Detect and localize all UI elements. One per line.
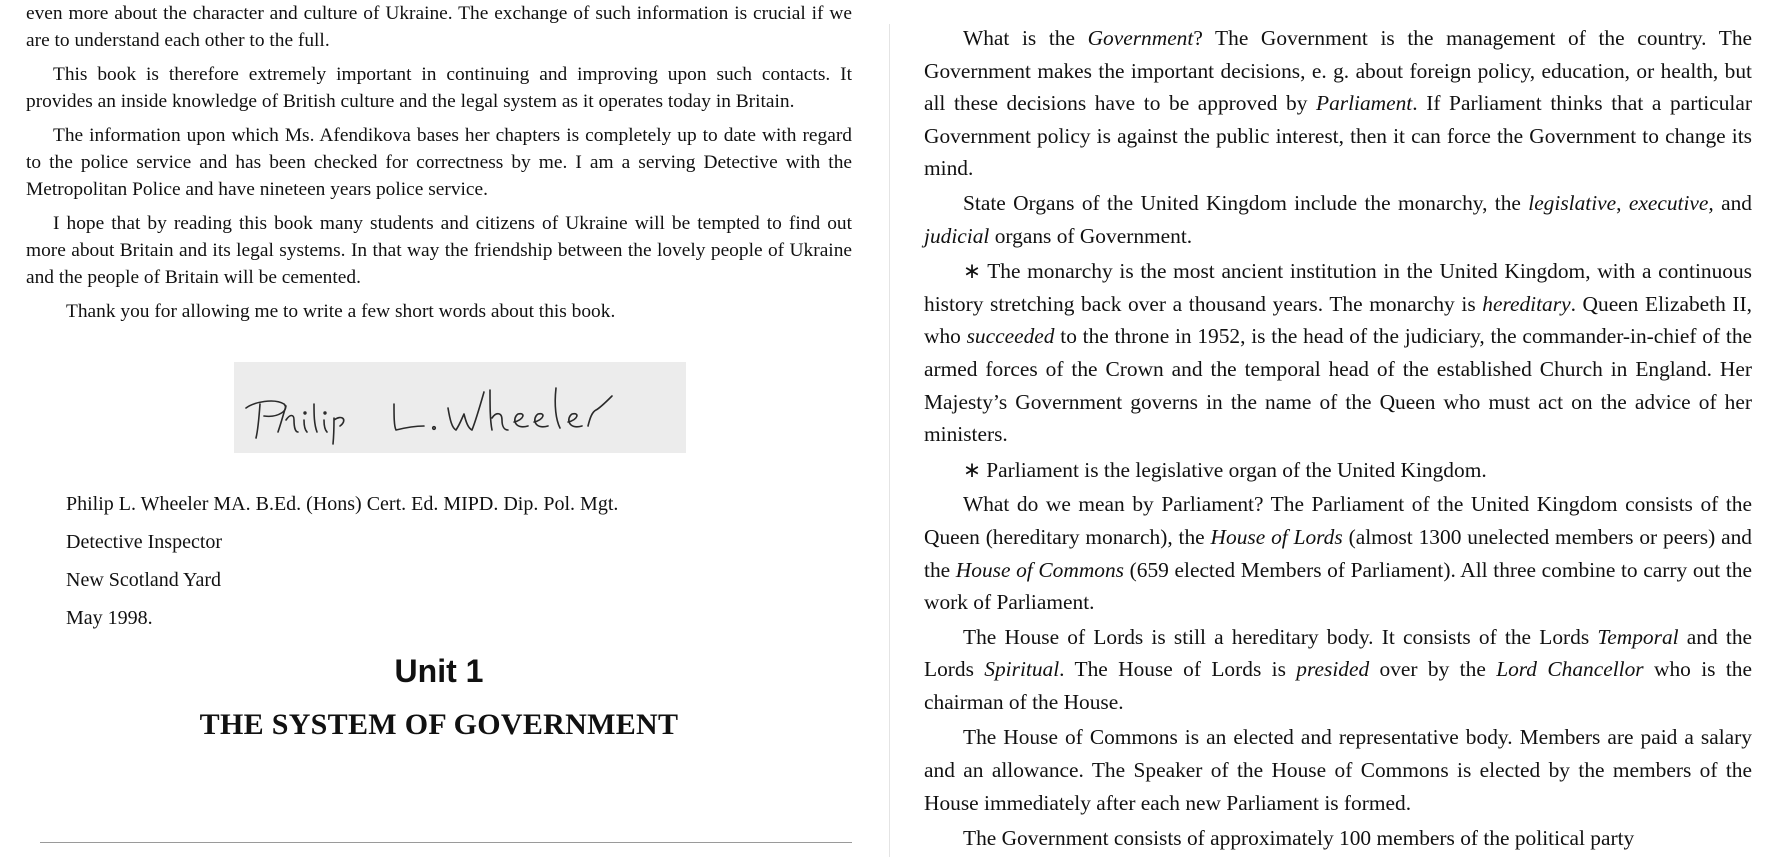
closing-paragraph: Thank you for allowing me to write a few short words about this book. <box>66 301 616 322</box>
left-page <box>26 0 852 857</box>
text-run: (659 elected Members of Parliament). All three combine to carry out the work of Parliament. <box>924 557 1752 615</box>
text-run: The House of Commons is an elected and representative body. Members are paid a salary and an allowance. The Speaker of the House of Commons is elected by the members of the House immediately after each new Parliament is formed. <box>924 725 1752 815</box>
right-paragraph <box>924 22 1752 185</box>
signatory-name: Philip L. Wheeler MA. B.Ed. (Hons) Cert. Ed. MIPD. Dip. Pol. Mgt. <box>66 493 619 515</box>
right-paragraph <box>924 187 1752 252</box>
right-paragraph <box>924 255 1752 451</box>
italic-term: Lord Chancellor <box>1496 657 1644 682</box>
text-run: ? The Government is the management of the country. The Government makes the important decisions, e. g. about foreign policy, education, or health, but all these decisions have to be approved by <box>924 26 1753 116</box>
text-run: (almost 1300 unelected members or peers) and the <box>924 524 1753 582</box>
handwritten-signature <box>234 362 686 453</box>
text-run: State Organs of the United Kingdom include the monarchy, the <box>963 190 1529 215</box>
italic-term: Spiritual <box>984 657 1060 682</box>
text-run: What is the <box>963 26 1088 50</box>
unit-title-heading: THE SYSTEM OF GOVERNMENT <box>199 708 679 741</box>
right-paragraph <box>924 621 1752 719</box>
unit-number-heading: Unit 1 <box>394 653 484 689</box>
text-run: . Queen Elizabeth II, who <box>924 291 1752 349</box>
signatory-location: New Scotland Yard <box>66 569 221 591</box>
right-page <box>924 0 1752 857</box>
bottom-rule <box>40 842 852 843</box>
text-run: to the throne in 1952, is the head of the judiciary, the commander-in-chief of the armed forces of the Crown and the temporal head of the established Church in England. Her Majesty’s Government governs in the name of the Queen who must act on the advice of her ministers. <box>924 324 1753 447</box>
left-paragraph: even more about the character and culture of Ukraine. The exchange of such information is crucial if we are to understand each other to the full. <box>26 3 852 51</box>
italic-term: presided <box>1296 657 1370 682</box>
italic-term: Government <box>1087 26 1194 50</box>
text-run: and the Lords <box>924 624 1753 682</box>
left-paragraph: The information upon which Ms. Afendikova bases her chapters is completely up to date with regard to the police service and has been checked for correctness by me. I am a serving Detective with the Metropolitan Police and have nineteen years police service. <box>26 125 852 200</box>
text-run: and <box>1713 190 1752 215</box>
right-paragraph <box>924 454 1752 487</box>
text-run: organs of Government. <box>989 223 1193 248</box>
right-paragraph <box>924 721 1752 819</box>
italic-term: House of Lords <box>1210 524 1343 549</box>
italic-term: legislative <box>1528 190 1617 215</box>
text-run: . The House of Lords is <box>1059 657 1297 682</box>
left-paragraph: I hope that by reading this book many students and citizens of Ukraine will be tempted to find out more about Britain and its legal systems. In that way the friendship between the lovely people of Ukraine and the people of Britain will be cemented. <box>26 213 852 288</box>
text-run: ∗ The monarchy is the most ancient institution in the United Kingdom, with a continuous history stretching back over a thousand years. The monarchy is <box>924 259 1752 316</box>
text-run: , <box>1616 190 1629 215</box>
text-run: What do we mean by Parliament? The Parliament of the United Kingdom consists of the Queen (hereditary monarch), the <box>924 492 1752 549</box>
text-run: . If Parliament thinks that a particular Government policy is against the public interest, then it can force the Government to change its mind. <box>924 91 1752 181</box>
signatory-title: Detective Inspector <box>66 531 223 553</box>
text-run: The House of Lords is still a hereditary body. It consists of the Lords <box>963 624 1598 649</box>
text-run: The Government consists of approximately 100 members of the political party <box>963 826 1635 851</box>
italic-term: Parliament <box>1316 91 1413 116</box>
signature-date: May 1998. <box>66 607 153 629</box>
right-paragraph <box>924 488 1752 618</box>
italic-term: judicial <box>924 223 990 248</box>
italic-term: succeeded <box>966 324 1055 349</box>
text-run: who is the chairman of the House. <box>924 657 1752 714</box>
italic-term: Temporal <box>1597 624 1679 649</box>
italic-term: executive, <box>1628 190 1714 215</box>
italic-term: hereditary <box>1482 291 1571 316</box>
italic-term: House of Commons <box>955 557 1124 582</box>
right-paragraph <box>924 822 1752 855</box>
text-run: over by the <box>1369 657 1497 682</box>
left-paragraph: This book is therefore extremely important in continuing and improving upon such contacts. It provides an inside knowledge of British culture and the legal system as it operates today in Britain. <box>26 64 852 112</box>
text-run: ∗ Parliament is the legislative organ of the United Kingdom. <box>963 457 1487 482</box>
page-divider <box>889 24 890 857</box>
